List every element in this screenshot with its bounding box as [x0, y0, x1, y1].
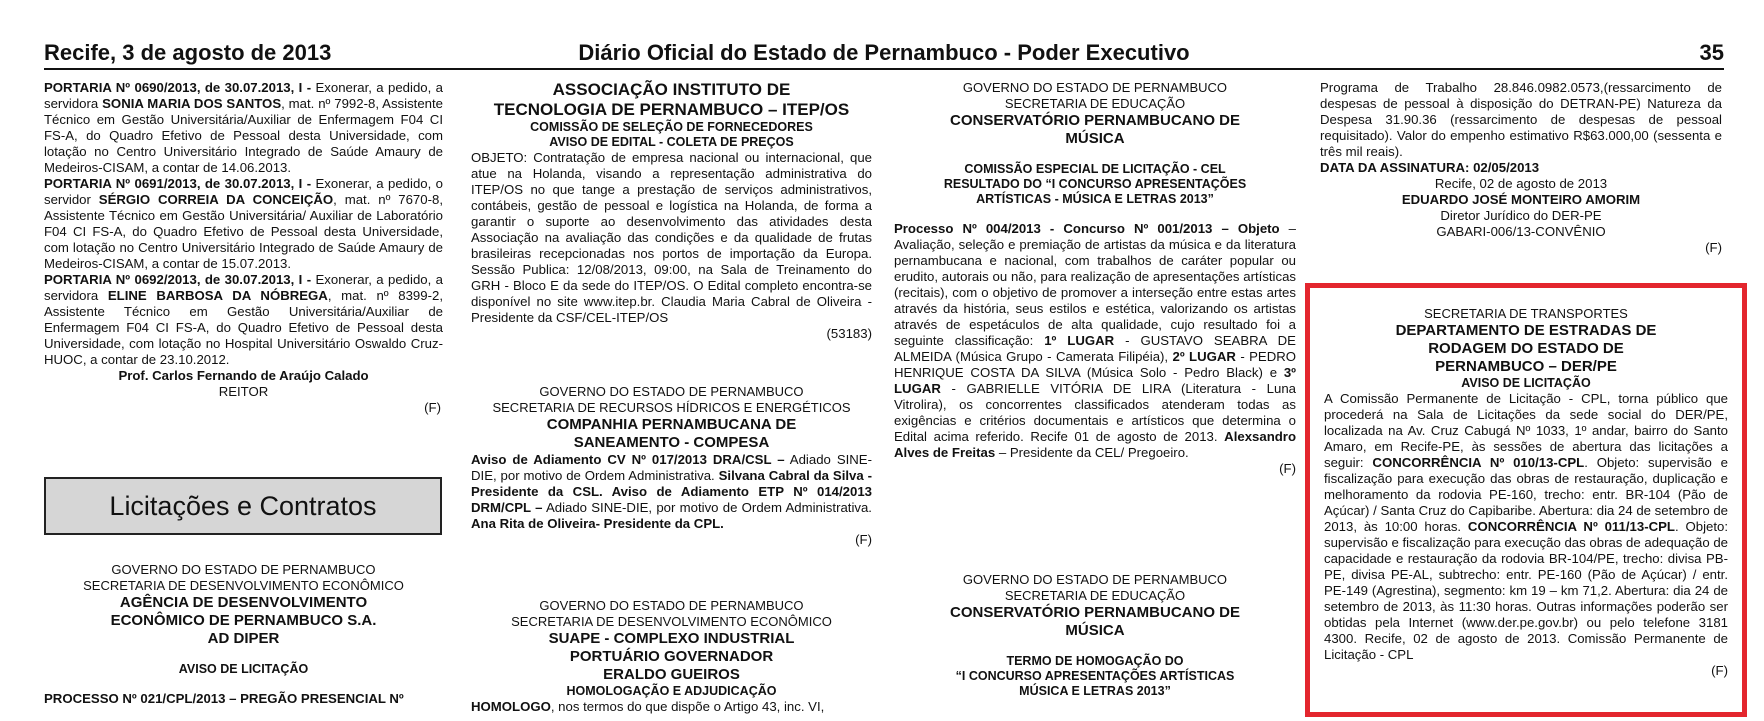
conservatorio-title: MÚSICA [1065, 130, 1125, 147]
suape-notice [471, 598, 872, 715]
section-title: Licitações e Contratos [109, 491, 377, 521]
agency-title: AD DIPER [207, 630, 280, 647]
secretaria-label: SECRETARIA DE DESENVOLVIMENTO ECONÔMICO [511, 614, 832, 629]
header-title: Diário Oficial do Estado de Pernambuco - Poder Executivo [578, 40, 1190, 65]
conservatorio-title: MÚSICA [1065, 622, 1125, 639]
gov-label: GOVERNO DO ESTADO DE PERNAMBUCO [539, 598, 804, 613]
itep-subtitle: COMISSÃO DE SELEÇÃO DE FORNECEDORES [530, 120, 813, 134]
portaria-text: Exonerar, a pedido, a servidora [44, 80, 443, 111]
compesa-body [471, 452, 872, 532]
compesa-title: COMPANHIA PERNAMBUCANA DE [546, 416, 797, 433]
signer-name: EDUARDO JOSÉ MONTEIRO AMORIM [1401, 192, 1641, 207]
homolog-text: , nos termos do que dispõe o Artigo 43, inc. VI, [550, 699, 825, 714]
secretaria-label: SECRETARIA DE EDUCAÇÃO [1004, 96, 1186, 111]
second-place-label: 2º LUGAR [1172, 349, 1236, 364]
cel-subtitle: COMISSÃO ESPECIAL DE LICITAÇÃO - CEL [964, 162, 1226, 176]
portaria-0692 [44, 272, 443, 368]
result-text: – Avaliação, seleção e premiação de artistas da música e da literatura pernambucana e nacional, com trabalhos de caráter popular ou erudito, autorais ou não, para realização de apresentações artísticas (recitais), com o objetivo de promover a interseção entre estas artes através da história, seus estilos e estética, valorizando os artistas através de espetáculos de alta qualidade, cujo resultado foi a seguinte classificação: [894, 221, 1297, 348]
termo-title: TERMO DE HOMOGAÇÃO DO [1006, 654, 1184, 668]
section-end-mark: (F) [1705, 240, 1722, 255]
termo-title: MÚSICA E LETRAS 2013” [1019, 684, 1171, 698]
column-4 [1320, 80, 1722, 256]
aviso-label: AVISO DE LICITAÇÃO [1461, 376, 1591, 390]
third-place-text: - GABRIELLE VITÓRIA DE LIRA (Literatura - Luna Vitrolira), os concorrentes classificados atenderam todas as exigências e critérios documentais e artísticos que determina o Edital acima referido. Recife 01 de agosto de 2013. [894, 381, 1296, 444]
first-place-label: 1º LUGAR [1044, 333, 1115, 348]
homolog-title: HOMOLOGAÇÃO E ADJUDICAÇÃO [566, 684, 777, 698]
processo-line: PROCESSO Nº 021/CPL/2013 – PREGÃO PRESENCIAL Nº [44, 691, 404, 706]
assinatura-date: DATA DA ASSINATURA: 02/05/2013 [1320, 160, 1540, 175]
gov-label: GOVERNO DO ESTADO DE PERNAMBUCO [111, 562, 376, 577]
der-text: A Comissão Permanente de Licitação - CPL, torna público que procederá na Sala de Licitações da sede social do DER/PE, localizada na Av. Cruz Cabugá Nº 1033, 1º andar, bairro do Santo Amaro, em Recife-PE, às sessões de abertura das licitações a seguir: [1324, 391, 1728, 470]
servant-name: ELINE BARBOSA DA NÓBREGA [107, 288, 328, 303]
aviso-signer: Silvana Cabral da Silva - Presidente da CSL. [471, 468, 872, 499]
processo-heading: Processo Nº 004/2013 - Concurso Nº 001/2013 – Objeto [894, 221, 1280, 236]
aviso-signer: Ana Rita de Oliveira- Presidente da CPL. [471, 516, 724, 531]
der-title: DEPARTAMENTO DE ESTRADAS DE [1395, 322, 1657, 339]
der-body [1324, 391, 1728, 663]
itep-body: OBJETO: Contratação de empresa nacional ou internacional, que atue na Holanda, visando a representação administrativa do ITEP/OS no que tange a prestação de serviços administrativos, contábeis, gestão de pessoal e logística na Holanda, de forma a garantir o suporte ao desenvolvimento das atividades desta Associação na avaliação das condições e da qualidade de frutas brasileiras recepcionadas nos portos de importação da Europa. Sessão Publica: 12/08/2013, 09:00, na Sala de Treinamento do GRH - Bloco E da sede do ITEP/OS. O Edital completo encontra-se disponível no site www.itep.br. Claudia Maria Cabral de Oliveira - Presidente da CSF/CEL-ITEP/OS [471, 150, 872, 325]
aviso-text: Adiado SINE-DIE, por motivo de Ordem Administrativa. [471, 452, 872, 483]
place-date: Recife, 02 de agosto de 2013 [1434, 176, 1608, 191]
portaria-0691 [44, 176, 443, 272]
publication-code: (53183) [826, 326, 872, 341]
secretaria-label: SECRETARIA DE RECURSOS HÍDRICOS E ENERGÉTICOS [492, 400, 851, 415]
suape-title: ERALDO GUEIROS [603, 666, 740, 683]
header-date: Recife, 3 de agosto de 2013 [44, 40, 332, 65]
concorrencia-label: CONCORRÊNCIA Nº 010/13-CPL [1372, 455, 1585, 470]
portaria-0690 [44, 80, 443, 176]
portaria-text: Exonerar, a pedido, o servidor [44, 176, 443, 207]
portaria-text: , mat. nº 8399-2, Assistente Técnico em Gestão Universitária/Auxiliar de Enfermagem F04 CI FS-A, do Quadro Efetivo de Pessoal desta Universidade, com lotação no Hospital Universitário Oswaldo Cruz-HUOC, a contar de 23.10.2012. [44, 288, 443, 367]
section-end-mark: (F) [424, 400, 441, 415]
der-text: . Objeto: supervisão e fiscalização para execução das obras de adequação de capacidade e restauração da rodovia BR-104/PE, trecho: divisa PB-PE, divisa PE-AL, subtrecho: entr. PE-160 (Pão de Açúcar) / entr. PE-149 (Agrestina), segmento: km 19 – km 71,2. Abertura: dia 24 de setembro de 2013, às 11:30 horas. Outras informações poderão ser obtidas pela Internet (www.der.pe.gov.br) ou pelo telefone 3181 4300. Recife, 02 de agosto de 2013. Comissão Permanente de Licitação - CPL [1324, 519, 1728, 662]
concorrencia-label: CONCORRÊNCIA Nº 011/13-CPL [1467, 519, 1675, 534]
der-text: . Objeto: supervisão e fiscalização para execução das obras de restauração, duplicação e melhoramento da rodovia PE-160, trecho: entr. BR-104 (Pão de Açúcar) / Santa Cruz do Capibaribe. Abertura: dia 24 de setembro de 2013, às 10:00 horas. [1324, 455, 1728, 534]
homolog-body [471, 699, 872, 715]
portaria-text: Exonerar, a pedido, a servidora [44, 272, 443, 303]
reference-code: GABARI-006/13-CONVÊNIO [1436, 224, 1606, 239]
aviso-heading: Aviso de Adiamento ETP Nº 014/2013 DRM/CPL – [471, 484, 872, 515]
gov-label: GOVERNO DO ESTADO DE PERNAMBUCO [962, 572, 1228, 587]
itep-subtitle: AVISO DE EDITAL - COLETA DE PREÇOS [549, 135, 794, 149]
itep-title: ASSOCIAÇÃO INSTITUTO DE [552, 80, 791, 99]
column-1 [44, 80, 443, 416]
gov-label: GOVERNO DO ESTADO DE PERNAMBUCO [539, 384, 804, 399]
section-end-mark: (F) [855, 532, 872, 547]
secretaria-label: SECRETARIA DE EDUCAÇÃO [1004, 588, 1186, 603]
section-end-mark: (F) [1279, 461, 1296, 476]
servant-name: SONIA MARIA DOS SANTOS [102, 96, 282, 111]
portaria-text: , mat. nº 7670-8, Assistente Técnico em Gestão Universitária/ Auxiliar de Laboratório F04 CI FS-A, do Quadro Efetivo de Pessoal desta Universidade, com lotação no Centro Universitário Integrado de Saúde Amaury de Medeiros-CISAM, a contar de 15.07.2013. [44, 192, 443, 271]
concurso-result-body [894, 221, 1296, 461]
der-title: PERNAMBUCO – DER/PE [1435, 358, 1617, 375]
portaria-heading: PORTARIA Nº 0690/2013, de 30.07.2013, I - [44, 80, 312, 95]
second-place-text: - PEDRO HENRIQUE COSTA DA SILVA (Música Solo - Pedro Black) e [894, 349, 1296, 380]
column-2 [471, 80, 872, 342]
agency-title: AGÊNCIA DE DESENVOLVIMENTO [119, 594, 368, 611]
signer-name: Prof. Carlos Fernando de Araújo Calado [118, 368, 369, 383]
convenio-text: Programa de Trabalho 28.846.0982.0573,(ressarcimento de despesas de pessoal à disposição do DETRAN-PE) Natureza da Despesa 31.90.36 (ressarcimento de despesas de pessoal requisitado). Valor do empenho estimativo R$63.000,00 (sessenta e três mil reais). [1320, 80, 1722, 159]
third-place-label: 3º LUGAR [894, 365, 1296, 396]
cel-subtitle: RESULTADO DO “I CONCURSO APRESENTAÇÕES [943, 177, 1247, 191]
servant-name: SÉRGIO CORREIA DA CONCEIÇÃO [98, 192, 334, 207]
portaria-heading: PORTARIA Nº 0691/2013, de 30.07.2013, I - [44, 176, 312, 191]
signer-role: Diretor Jurídico do DER-PE [1440, 208, 1602, 223]
der-pe-notice-highlight [1305, 283, 1747, 717]
aviso-text: Adiado SINE-DIE, por motivo de Ordem Administrativa. [542, 500, 872, 515]
aviso-heading: Aviso de Adiamento CV Nº 017/2013 DRA/CSL – [471, 452, 785, 467]
der-title: RODAGEM DO ESTADO DE [1428, 340, 1624, 357]
column-3 [894, 80, 1296, 477]
gov-label: GOVERNO DO ESTADO DE PERNAMBUCO [962, 80, 1228, 95]
portaria-text: , mat. nº 7992-8, Assistente Técnico em Gestão Universitária/Auxiliar de Enfermagem F04 CI FS-A, do Quadro Efetivo de Pessoal desta Universidade, com lotação no Centro Universitário Integrado de Saúde Amaury de Medeiros-CISAM, a contar de 14.06.2013. [44, 96, 443, 175]
suape-title: PORTUÁRIO GOVERNADOR [569, 648, 774, 665]
section-end-mark: (F) [1711, 663, 1728, 678]
conservatorio-title: CONSERVATÓRIO PERNAMBUCANO DE [949, 112, 1241, 129]
homolog-heading: HOMOLOGO [471, 699, 551, 714]
conservatorio-title: CONSERVATÓRIO PERNAMBUCANO DE [949, 604, 1241, 621]
itep-title: TECNOLOGIA DE PERNAMBUCO – ITEP/OS [493, 100, 850, 119]
secretaria-label: SECRETARIA DE DESENVOLVIMENTO ECONÔMICO [83, 578, 404, 593]
ad-diper-notice [44, 562, 443, 707]
secretaria-label: SECRETARIA DE TRANSPORTES [1424, 306, 1628, 321]
agency-title: ECONÔMICO DE PERNAMBUCO S.A. [110, 612, 377, 629]
first-place-text: - GUSTAVO SEABRA DE ALMEIDA (Música Grupo - Camerata Filipéia), [894, 333, 1296, 364]
compesa-notice [471, 384, 872, 548]
termo-title: “I CONCURSO APRESENTAÇÕES ARTÍSTICAS [955, 669, 1235, 683]
suape-title: SUAPE - COMPLEXO INDUSTRIAL [548, 630, 795, 647]
section-title-box [44, 477, 442, 535]
page-number: 35 [1699, 40, 1724, 65]
page-header [44, 40, 1724, 70]
homologacao-notice [894, 572, 1296, 699]
aviso-label: AVISO DE LICITAÇÃO [178, 662, 309, 676]
signer-role: – Presidente da CEL/ Pregoeiro. [995, 445, 1189, 460]
compesa-title: SANEAMENTO - COMPESA [573, 434, 770, 451]
portaria-heading: PORTARIA Nº 0692/2013, de 30.07.2013, I - [44, 272, 312, 287]
signer-name: Alexsandro Alves de Freitas [894, 429, 1296, 460]
cel-subtitle: ARTÍSTICAS - MÚSICA E LETRAS 2013” [976, 192, 1214, 206]
signer-role: REITOR [218, 384, 269, 399]
